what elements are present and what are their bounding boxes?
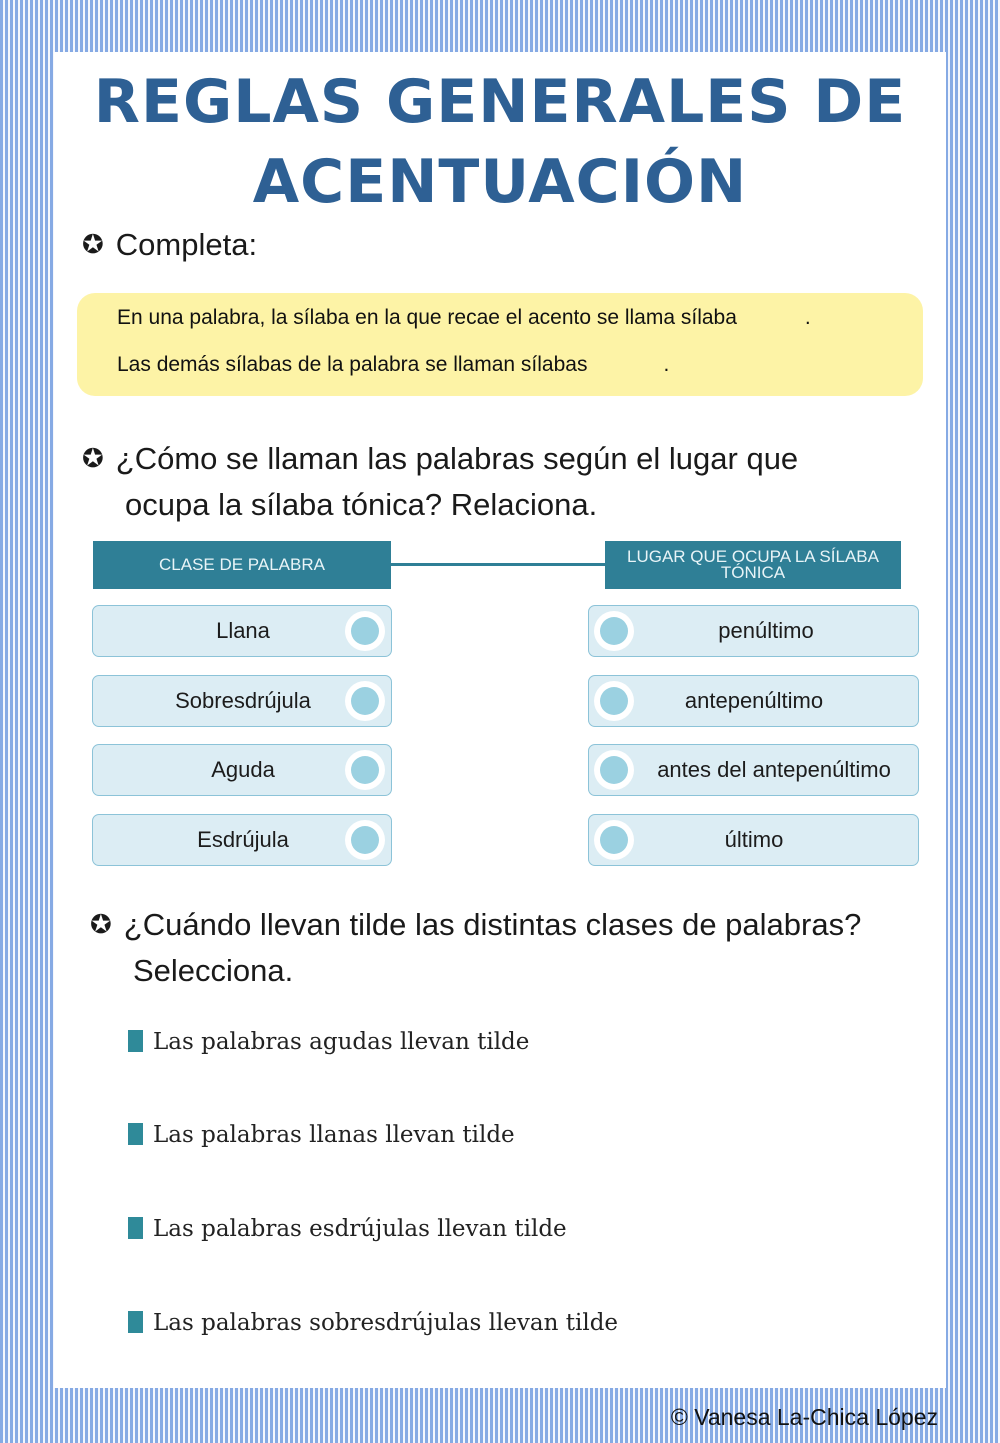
match-left-item[interactable] [92, 605, 392, 657]
relaciona-heading [82, 436, 798, 528]
fill-in-line-2-text: Las demás sílabas de la palabra se llaman sílabas [117, 353, 588, 376]
option-label: Las palabras sobresdrújulas llevan tilde [153, 1310, 619, 1336]
selecciona-heading-line-2: Selecciona. [133, 953, 294, 988]
option-label: Las palabras llanas llevan tilde [153, 1122, 515, 1148]
match-connector-dot[interactable] [345, 681, 385, 721]
fill-in-line-1-text: En una palabra, la sílaba en la que recae el acento se llama sílaba [117, 306, 737, 329]
match-connector-dot[interactable] [345, 611, 385, 651]
match-connector-dot[interactable] [345, 750, 385, 790]
match-left-label: Llana [216, 618, 270, 643]
match-right-item[interactable] [588, 675, 919, 727]
header-connector-line [390, 563, 606, 566]
fill-in-line-1-end: . [804, 306, 811, 329]
match-connector-dot[interactable] [345, 820, 385, 860]
match-right-label: penúltimo [718, 618, 814, 643]
match-connector-dot[interactable] [594, 611, 634, 651]
completa-heading-text: Completa: [115, 227, 258, 262]
selecciona-heading [90, 902, 861, 994]
relaciona-heading-line-1: ¿Cómo se llaman las palabras según el lugar que [115, 441, 799, 476]
match-left-item[interactable] [92, 814, 392, 866]
option-marker-icon[interactable] [128, 1123, 143, 1145]
option-marker-icon[interactable] [128, 1311, 143, 1333]
option-label: Las palabras agudas llevan tilde [153, 1029, 530, 1055]
title-line-1: REGLAS GENERALES DE [93, 67, 907, 137]
right-column-header [605, 541, 901, 589]
match-connector-dot[interactable] [594, 820, 634, 860]
match-right-label: antes del antepenúltimo [657, 757, 891, 782]
fill-in-box [77, 293, 923, 396]
match-connector-dot[interactable] [594, 681, 634, 721]
completa-heading [82, 222, 257, 268]
star-icon: ✪ [82, 230, 104, 260]
right-header-line-1: LUGAR QUE OCUPA LA SÍLABA [627, 547, 879, 566]
match-right-item[interactable] [588, 605, 919, 657]
option-item[interactable] [128, 1122, 515, 1148]
left-column-header: CLASE DE PALABRA [93, 541, 391, 589]
option-label: Las palabras esdrújulas llevan tilde [153, 1216, 567, 1242]
match-right-item[interactable] [588, 814, 919, 866]
match-left-item[interactable] [92, 675, 392, 727]
match-right-label: antepenúltimo [684, 688, 824, 713]
copyright-credit: © Vanesa La-Chica López [670, 1404, 938, 1430]
fill-in-line-2 [117, 353, 669, 377]
relaciona-heading-line-2: ocupa la sílaba tónica? Relaciona. [125, 487, 598, 522]
match-connector-dot[interactable] [594, 750, 634, 790]
title-line-2: ACENTUACIÓN [252, 147, 748, 217]
option-marker-icon[interactable] [128, 1030, 143, 1052]
option-item[interactable] [128, 1029, 529, 1055]
fill-in-line-2-end: . [663, 353, 670, 376]
match-left-label: Aguda [211, 757, 275, 782]
star-icon: ✪ [90, 910, 112, 940]
page-title [0, 62, 1000, 222]
option-marker-icon[interactable] [128, 1217, 143, 1239]
option-item[interactable] [128, 1310, 618, 1336]
match-left-label: Sobresdrújula [175, 688, 311, 713]
selecciona-heading-line-1: ¿Cuándo llevan tilde las distintas clases de palabras? [123, 907, 862, 942]
option-item[interactable] [128, 1216, 567, 1242]
match-left-label: Esdrújula [197, 827, 289, 852]
match-left-item[interactable] [92, 744, 392, 796]
star-icon: ✪ [82, 444, 104, 474]
fill-in-line-1 [117, 306, 811, 330]
right-header-line-2: TÓNICA [720, 563, 786, 582]
match-right-label: último [724, 827, 784, 852]
match-right-item[interactable] [588, 744, 919, 796]
